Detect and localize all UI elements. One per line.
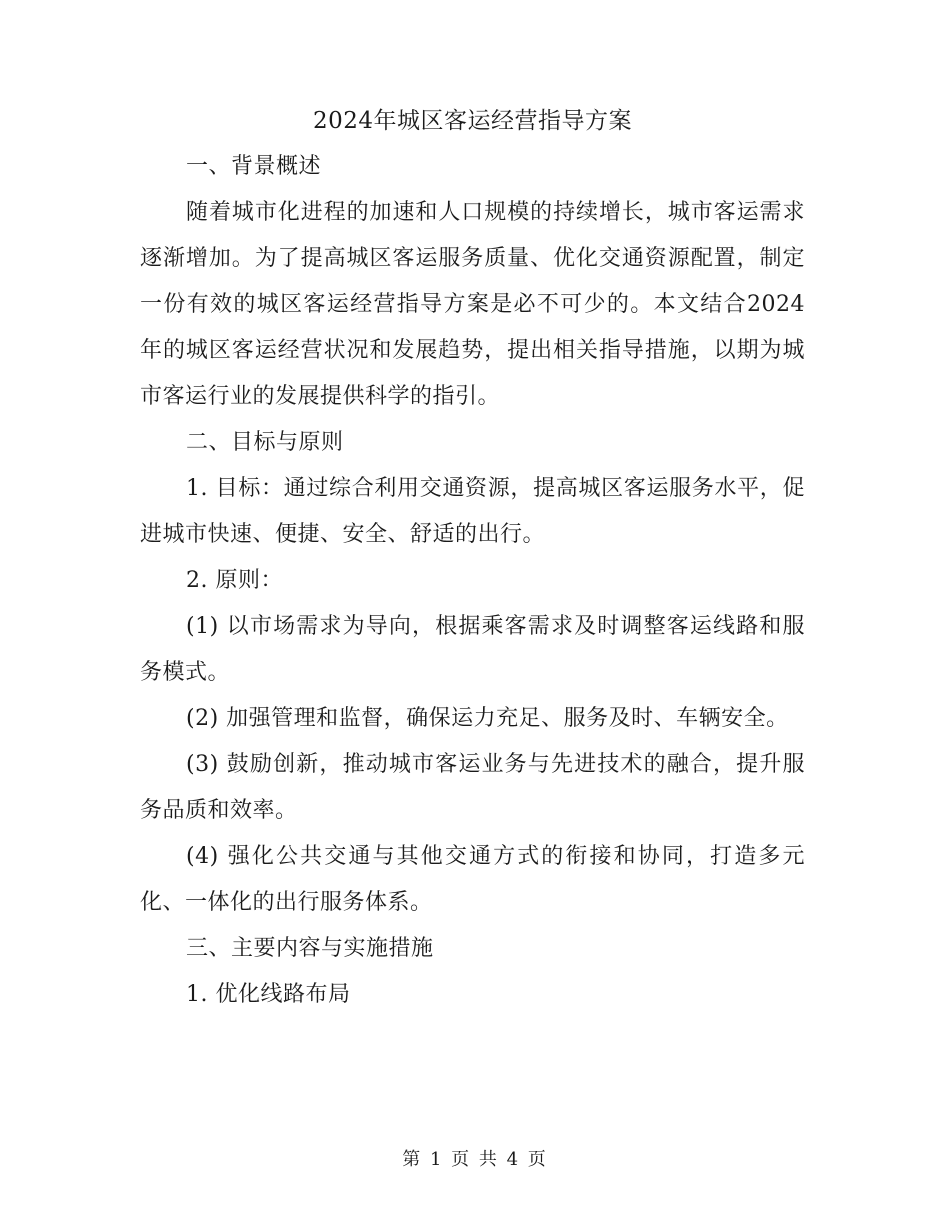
principle-2: (2) 加强管理和监督，确保运力充足、服务及时、车辆安全。 — [186, 706, 789, 731]
background-paragraph: 随着城市化进程的加速和人口规模的持续增长，城市客运需求逐渐增加。为了提高城区客运服务质量、优化交通资源配置，制定一份有效的城区客运经营指导方案是必不可少的。本文结合2024年的城区客运经营状况和发展趋势，提出相关指导措施，以期为城市客运行业的发展提供科学的指引。 — [140, 200, 805, 409]
document-title: 2024年城区客运经营指导方案 — [312, 108, 633, 134]
page-footer: 第 1 页 共 4 页 — [402, 1149, 548, 1170]
principle-3: (3) 鼓励创新，推动城市客运业务与先进技术的融合，提升服务品质和效率。 — [140, 752, 805, 823]
section-heading-goals: 二、目标与原则 — [186, 430, 344, 455]
section-heading-measures: 三、主要内容与实施措施 — [186, 936, 434, 961]
section-heading-background: 一、背景概述 — [186, 154, 322, 179]
measure-1-heading: 1. 优化线路布局 — [186, 982, 351, 1007]
document-blocks — [140, 144, 805, 1018]
document-body — [140, 98, 805, 1018]
principle-1: (1) 以市场需求为导向，根据乘客需求及时调整客运线路和服务模式。 — [140, 614, 805, 685]
principle-4: (4) 强化公共交通与其他交通方式的衔接和协同，打造多元化、一体化的出行服务体系。 — [140, 844, 805, 915]
goal-paragraph: 1. 目标：通过综合利用交通资源，提高城区客运服务水平，促进城市快速、便捷、安全、舒适的出行。 — [140, 476, 805, 547]
principles-heading: 2. 原则： — [186, 568, 283, 593]
